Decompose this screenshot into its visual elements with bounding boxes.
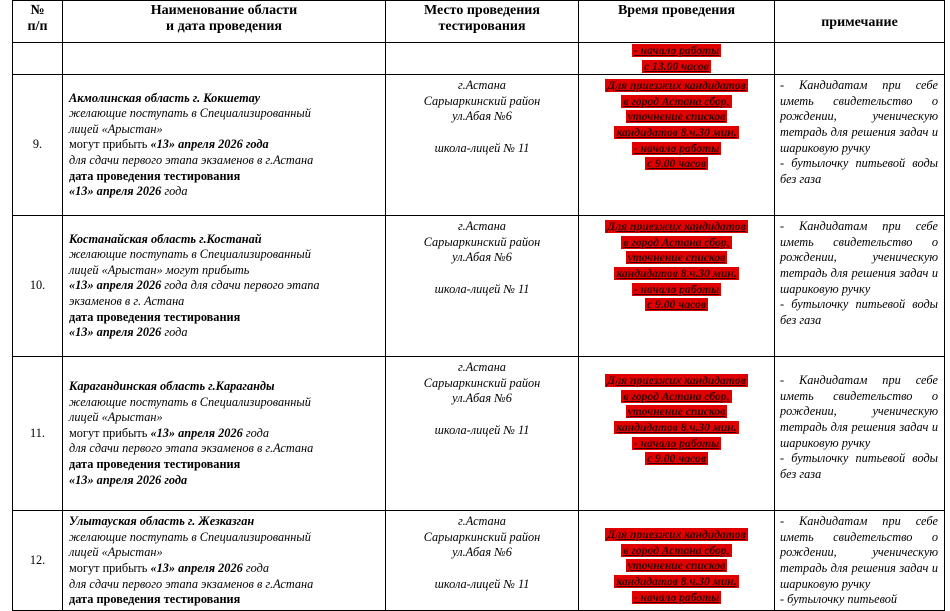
header-time: Время проведения xyxy=(579,1,775,43)
header-note: примечание xyxy=(775,1,945,43)
region-title: Улытауская область г. Жезказган xyxy=(69,514,255,529)
row-number: 12. xyxy=(13,511,63,611)
region-title: Акмолинская область г. Кокшетау xyxy=(69,90,261,105)
place-cell: г.Астана Сарыаркинский район ул.Абая №6 школа-лицей № 11 xyxy=(386,216,579,357)
place-cell: г.Астана Сарыаркинский район ул.Абая №6 школа-лицей № 11 xyxy=(386,511,579,611)
table-row xyxy=(13,357,945,511)
note-cell: - Кандидатам при себе иметь свидетельство о рождении, ученическую тетрадь для решения задач и шариковую ручку - бутылочку питьевой xyxy=(775,511,945,611)
time-cell: Для приезжих кандидатов в город Астана сбор, уточнение списков кандидатов 8.ч.30 мин. - начало работы с 9.00 часов xyxy=(579,357,775,511)
table-row xyxy=(13,511,945,611)
header-name: Наименование области и дата проведения xyxy=(63,1,386,43)
place-cell: г.Астана Сарыаркинский район ул.Абая №6 школа-лицей № 11 xyxy=(386,75,579,216)
prev-row xyxy=(13,43,945,75)
note-cell: - Кандидатам при себе иметь свидетельство о рождении, ученическую тетрадь для решения задач и шариковую ручку - бутылочку питьевой воды без газа xyxy=(775,75,945,216)
row-number: 10. xyxy=(13,216,63,357)
header-num: № п/п xyxy=(13,1,63,43)
region-title: Костанайская область г.Костанай xyxy=(69,231,262,246)
time-cell: Для приезжих кандидатов в город Астана сбор, уточнение списков кандидатов 8.ч.30 мин. - начало работы xyxy=(579,511,775,611)
prev-row-time: - начало работы с 13.00 часов xyxy=(579,43,775,75)
row-number: 11. xyxy=(13,357,63,511)
table-row xyxy=(13,216,945,357)
time-cell: Для приезжих кандидатов в город Астана сбор, уточнение списков кандидатов 8.ч.30 мин. - начало работы с 9.00 часов xyxy=(579,216,775,357)
region-cell: Акмолинская область г. Кокшетау желающие поступать в Специализированный лицей «Арыстан» могут прибыть «13» апреля 2026 года для сдачи первого этапа экзаменов в г.Астана дата проведения тестирования «13» апреля 2026 года xyxy=(63,75,386,216)
time-cell: Для приезжих кандидатов в город Астана сбор, уточнение списков кандидатов 8.ч.30 мин. - начало работы с 9.00 часов xyxy=(579,75,775,216)
row-number: 9. xyxy=(13,75,63,216)
note-cell: - Кандидатам при себе иметь свидетельство о рождении, ученическую тетрадь для решения задач и шариковую ручку - бутылочку питьевой воды без газа xyxy=(775,216,945,357)
schedule-table xyxy=(12,0,945,611)
place-cell: г.Астана Сарыаркинский район ул.Абая №6 школа-лицей № 11 xyxy=(386,357,579,511)
table-row xyxy=(13,75,945,216)
header-place: Место проведения тестирования xyxy=(386,1,579,43)
region-title: Карагандинская область г.Караганды xyxy=(69,379,275,394)
note-cell: - Кандидатам при себе иметь свидетельство о рождении, ученическую тетрадь для решения задач и шариковую ручку - бутылочку питьевой воды без газа xyxy=(775,357,945,511)
region-cell: Улытауская область г. Жезказган желающие поступать в Специализированный лицей «Арыстан» могут прибыть «13» апреля 2026 года для сдачи первого этапа экзаменов в г.Астана дата проведения тестирования xyxy=(63,511,386,611)
header-row xyxy=(13,1,945,43)
region-cell: Карагандинская область г.Караганды желающие поступать в Специализированный лицей «Арыстан» могут прибыть «13» апреля 2026 года для сдачи первого этапа экзаменов в г.Астана дата проведения тестирования «13» апреля 2026 года xyxy=(63,357,386,511)
region-cell: Костанайская область г.Костанай желающие поступать в Специализированный лицей «Арыстан» могут прибыть «13» апреля 2026 года для сдачи первого этапа экзаменов в г. Астана дата проведения тестирования «13» апреля 2026 года xyxy=(63,216,386,357)
